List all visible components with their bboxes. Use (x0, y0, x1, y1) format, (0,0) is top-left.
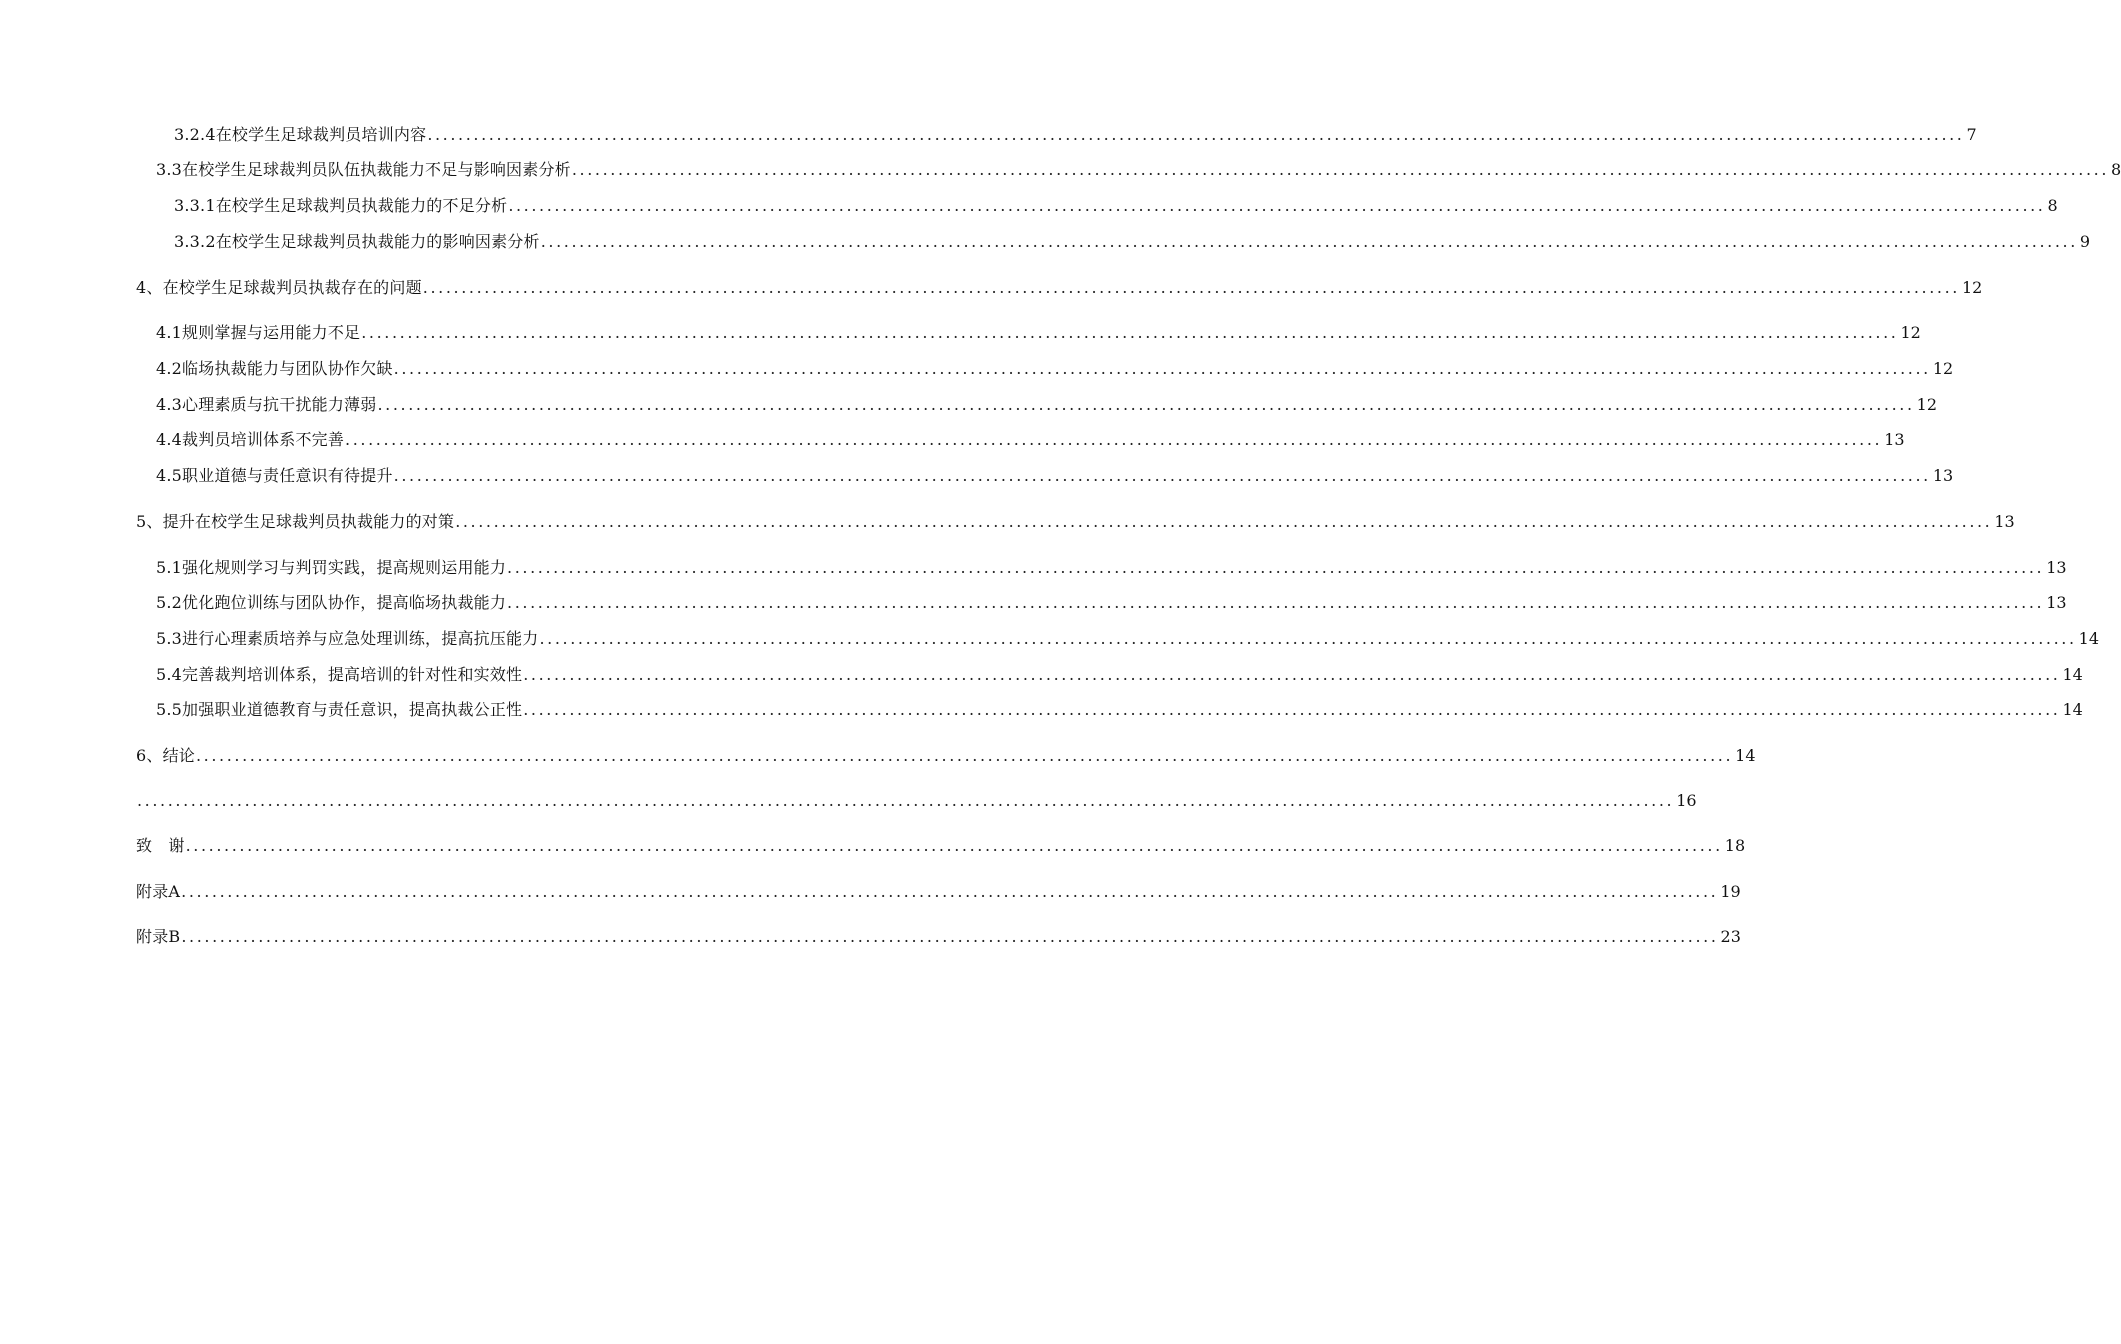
toc-entry-page: 8 (2047, 196, 2058, 215)
toc-entry: 5.2优化跑位训练与团队协作，提高临场执裁能力 ........................................................................................................................................................................................................ 13 (156, 593, 2067, 612)
toc-entry-title: 4、在校学生足球裁判员执裁存在的问题 (136, 278, 422, 297)
toc-entry: 5.5加强职业道德教育与责任意识，提高执裁公正性 ........................................................................................................................................................................................................ 14 (156, 700, 2083, 719)
toc-entry-title: 3.3.2在校学生足球裁判员执裁能力的影响因素分析 (174, 232, 540, 251)
toc-entry-page: 13 (2046, 593, 2067, 612)
toc-entry: ........................................................................................................................................................................................................ 16 (137, 791, 1697, 810)
toc-entry-page: 9 (2079, 232, 2091, 251)
toc-entry-title: 3.2.4在校学生足球裁判员培训内容 (174, 125, 427, 144)
toc-entry: 3.3.1在校学生足球裁判员执裁能力的不足分析 ........................................................................................................................................................................................................ 8 (174, 196, 2058, 215)
toc-entry-title: 5.4完善裁判培训体系，提高培训的针对性和实效性 (156, 665, 523, 684)
toc-entry-page: 18 (1724, 836, 1746, 855)
toc-entry-page: 14 (1735, 746, 1756, 765)
toc-entry: 4.5职业道德与责任意识有待提升 ........................................................................................................................................................................................................ 13 (156, 466, 1954, 485)
toc-entry: 4.4裁判员培训体系不完善 ........................................................................................................................................................................................................ 13 (156, 430, 1905, 449)
toc-entry-title: 5、提升在校学生足球裁判员执裁能力的对策 (136, 512, 455, 531)
toc-entry: 3.3.2在校学生足球裁判员执裁能力的影响因素分析 ........................................................................................................................................................................................................ 9 (174, 232, 2091, 251)
toc-entry-title: 5.1强化规则学习与判罚实践，提高规则运用能力 (156, 558, 507, 577)
toc-entry-page: 14 (2078, 629, 2099, 648)
toc-entry: 附录A ........................................................................................................................................................................................................ 19 (136, 882, 1741, 901)
toc-entry-title: 附录B (136, 927, 181, 946)
toc-entry: 6、结论 ........................................................................................................................................................................................................ 14 (136, 746, 1756, 765)
toc-entry-page: 16 (1676, 791, 1697, 810)
toc-entry-page: 23 (1720, 927, 1741, 946)
toc-entry-page: 12 (1916, 395, 1937, 414)
toc-entry-page: 12 (1900, 323, 1921, 342)
toc-entry-page: 13 (1932, 466, 1954, 485)
toc-entry-title: 4.3心理素质与抗干扰能力薄弱 (156, 395, 377, 414)
toc-entry: 4、在校学生足球裁判员执裁存在的问题 ........................................................................................................................................................................................................ 12 (136, 278, 1983, 297)
toc-entry-page: 12 (1961, 278, 1983, 297)
toc-entry-title: 5.2优化跑位训练与团队协作，提高临场执裁能力 (156, 593, 507, 612)
toc-entry-page: 12 (1932, 359, 1954, 378)
toc-entry: 3.3在校学生足球裁判员队伍执裁能力不足与影响因素分析 ........................................................................................................................................................................................................ 8 (156, 160, 2121, 179)
toc-entry-page: 8 (2111, 160, 2121, 179)
toc-entry-title: 4.2临场执裁能力与团队协作欠缺 (156, 359, 393, 378)
toc-entry-page: 7 (1966, 125, 1977, 144)
toc-entry-page: 13 (1994, 512, 2015, 531)
toc-entry-page: 14 (2062, 700, 2083, 719)
toc-entry-title: 3.3.1在校学生足球裁判员执裁能力的不足分析 (174, 196, 508, 215)
toc-entry-title: 3.3在校学生足球裁判员队伍执裁能力不足与影响因素分析 (156, 160, 571, 179)
toc-entry-page: 13 (2046, 558, 2067, 577)
toc-entry: 4.2临场执裁能力与团队协作欠缺 ........................................................................................................................................................................................................ 12 (156, 359, 1954, 378)
toc-entry: 5.1强化规则学习与判罚实践，提高规则运用能力 ........................................................................................................................................................................................................ 13 (156, 558, 2067, 577)
toc-entry-title: 5.5加强职业道德教育与责任意识，提高执裁公正性 (156, 700, 523, 719)
toc-entry-title: 4.4裁判员培训体系不完善 (156, 430, 345, 449)
toc-entry: 5、提升在校学生足球裁判员执裁能力的对策 ........................................................................................................................................................................................................ 13 (136, 512, 2015, 531)
toc-entry-page: 13 (1884, 430, 1905, 449)
toc-entry-title: 致 谢 (136, 836, 185, 855)
toc-entry: 致 谢 ........................................................................................................................................................................................................ 18 (136, 836, 1746, 855)
toc-entry-title: 6、结论 (136, 746, 195, 765)
toc-entry: 5.4完善裁判培训体系，提高培训的针对性和实效性 ........................................................................................................................................................................................................ 14 (156, 665, 2083, 684)
toc-entry: 4.1规则掌握与运用能力不足 ........................................................................................................................................................................................................ 12 (156, 323, 1921, 342)
toc-entry: 5.3进行心理素质培养与应急处理训练，提高抗压能力 ........................................................................................................................................................................................................ 14 (156, 629, 2099, 648)
toc-entry: 3.2.4在校学生足球裁判员培训内容 ........................................................................................................................................................................................................ 7 (174, 125, 1977, 144)
toc-entry-title: 5.3进行心理素质培养与应急处理训练，提高抗压能力 (156, 629, 539, 648)
toc-entry: 4.3心理素质与抗干扰能力薄弱 ........................................................................................................................................................................................................ 12 (156, 395, 1937, 414)
toc-entry-title: 附录A (136, 882, 181, 901)
toc-entry-title: 4.5职业道德与责任意识有待提升 (156, 466, 393, 485)
toc-entry: 附录B ........................................................................................................................................................................................................ 23 (136, 927, 1741, 946)
toc-entry-page: 19 (1720, 882, 1741, 901)
toc-entry-page: 14 (2062, 665, 2083, 684)
toc-entry-title: 4.1规则掌握与运用能力不足 (156, 323, 361, 342)
